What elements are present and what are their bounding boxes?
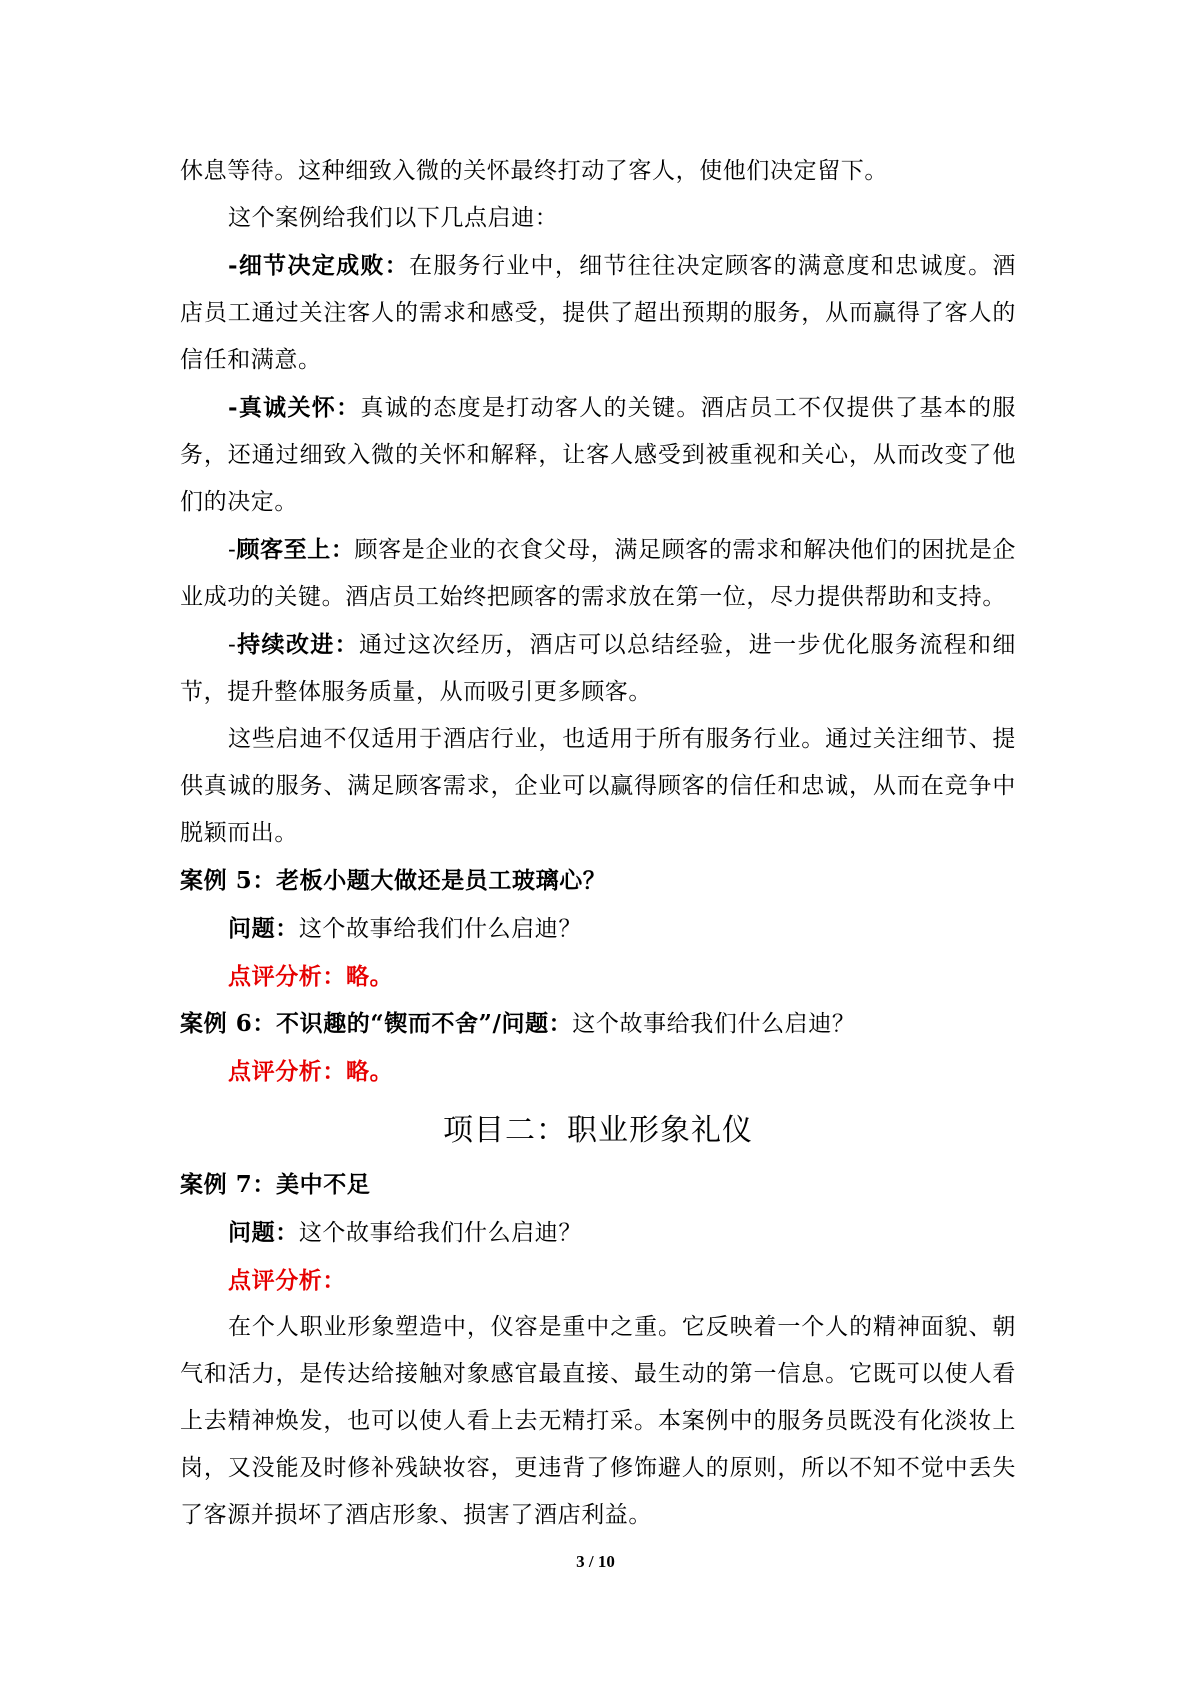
case7-question-label: 问题： bbox=[228, 1219, 299, 1246]
case5-question-label: 问题： bbox=[228, 915, 299, 942]
case5-question-text: 这个故事给我们什么启迪？ bbox=[298, 916, 583, 942]
point-sincere-care-lead: -真诚关怀： bbox=[228, 394, 361, 421]
point-sincere-care-text: 真诚的态度是打动客人的关键。酒店员工不仅提供了基本的服务，还通过细致入微的关怀和解释，让客人感受到被重视和关心，从而改变了他们的决定。 bbox=[180, 395, 1017, 515]
paragraph-intro: 这个案例给我们以下几点启迪： bbox=[228, 205, 559, 231]
case7-question bbox=[180, 1209, 1016, 1257]
case5-question bbox=[180, 905, 1016, 953]
point-details-lead: -细节决定成败： bbox=[228, 252, 410, 279]
point-sincere-care bbox=[180, 384, 1016, 526]
case5-analysis: 点评分析：略。 bbox=[228, 963, 394, 990]
point-customer-first-dash: - bbox=[228, 537, 237, 563]
case5-title: 案例 5：老板小题大做还是员工玻璃心？ bbox=[180, 867, 607, 894]
case7-title: 案例 7：美中不足 bbox=[180, 1171, 371, 1198]
point-customer-first-text: 顾客是企业的衣食父母，满足顾客的需求和解决他们的困扰是企业成功的关键。酒店员工始终把顾客的需求放在第一位，尽力提供帮助和支持。 bbox=[180, 537, 1016, 610]
case6-title bbox=[180, 1000, 1016, 1048]
document-page bbox=[180, 148, 1016, 1539]
point-details-text: 在服务行业中，细节往往决定顾客的满意度和忠诚度。酒店员工通过关注客人的需求和感受，提供了超出预期的服务，从而赢得了客人的信任和满意。 bbox=[180, 253, 1016, 373]
point-continuous-improvement-dash: - bbox=[228, 632, 237, 658]
case7-question-text: 这个故事给我们什么启迪？ bbox=[298, 1220, 583, 1246]
paragraph-continuation: 休息等待。这种细致入微的关怀最终打动了客人，使他们决定留下。 bbox=[180, 158, 888, 184]
point-continuous-improvement bbox=[180, 621, 1016, 716]
page-number: 3 / 10 bbox=[576, 1552, 615, 1571]
paragraph-summary: 这些启迪不仅适用于酒店行业，也适用于所有服务行业。通过关注细节、提供真诚的服务、满足顾客需求，企业可以赢得顾客的信任和忠诚，从而在竞争中脱颖而出。 bbox=[180, 726, 1016, 846]
case7-analysis-label: 点评分析： bbox=[228, 1267, 346, 1294]
project-heading: 项目二：职业形象礼仪 bbox=[443, 1113, 753, 1148]
point-continuous-improvement-text: 通过这次经历，酒店可以总结经验，进一步优化服务流程和细节，提升整体服务质量，从而吸引更多顾客。 bbox=[180, 632, 1017, 705]
point-details bbox=[180, 242, 1016, 384]
point-continuous-improvement-lead: 持续改进： bbox=[236, 631, 359, 658]
point-customer-first-lead: 顾客至上： bbox=[236, 536, 355, 563]
case6-question-text: 这个故事给我们什么启迪？ bbox=[572, 1011, 856, 1037]
case6-title-bold: 案例 6：不识趣的“锲而不舍”/问题： bbox=[180, 1010, 573, 1037]
case7-body: 在个人职业形象塑造中，仪容是重中之重。它反映着一个人的精神面貌、朝气和活力，是传达给接触对象感官最直接、最生动的第一信息。它既可以使人看上去精神焕发，也可以使人看上去无精打采。本案例中的服务员既没有化淡妆上岗，又没能及时修补残缺妆容，更违背了修饰避人的原则，所以不知不觉中丢失了客源并损坏了酒店形象、损害了酒店利益。 bbox=[180, 1314, 1016, 1528]
point-customer-first bbox=[180, 526, 1016, 621]
case6-analysis: 点评分析：略。 bbox=[228, 1058, 394, 1085]
